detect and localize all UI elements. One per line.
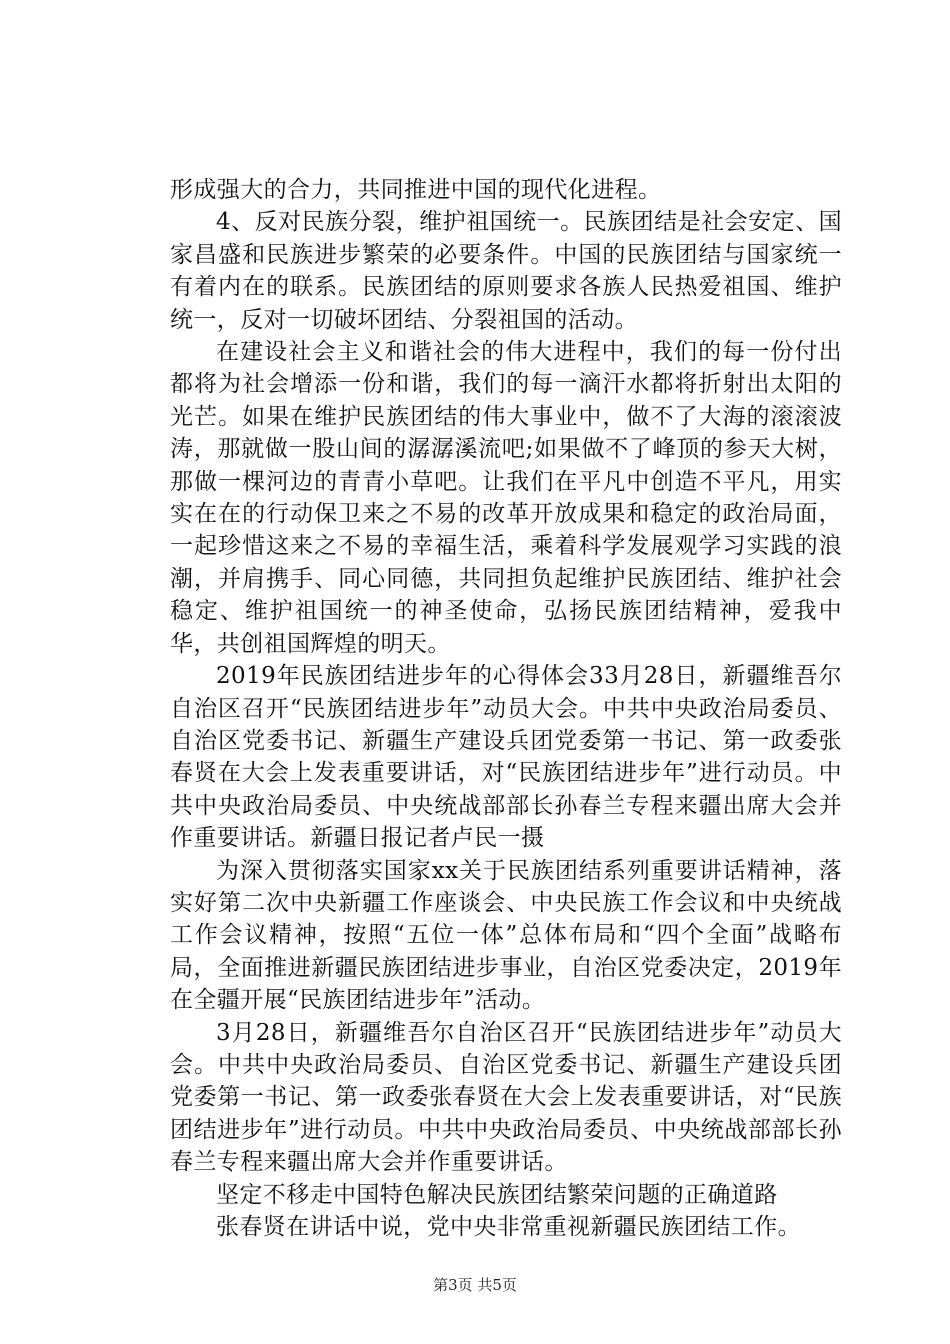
paragraph-point-4: 4、反对民族分裂，维护祖国统一。民族团结是社会安定、国家昌盛和民族进步繁荣的必要条件。中国的民族团结与国家统一有着内在的联系。民族团结的原则要求各族人民热爱祖国、维护统一，反对一切破坏团结、分裂祖国的活动。: [170, 209, 842, 333]
paragraph-implementation: 为深入贯彻落实国家xx关于民族团结系列重要讲话精神，落实好第二次中央新疆工作座谈会、中央民族工作会议和中央统战工作会议精神，按照“五位一体”总体布局和“四个全面”战略布局，全面推进新疆民族团结进步事业，自治区党委决定，2019年在全疆开展“民族团结进步年”活动。: [170, 857, 842, 1014]
section-heading: 坚定不移走中国特色解决民族团结繁荣问题的正确道路: [216, 1181, 778, 1208]
document-body: [170, 174, 842, 1243]
paragraph-continuation: 形成强大的合力，共同推进中国的现代化进程。: [170, 177, 662, 203]
page-number-footer: 第3页 共5页: [433, 1276, 517, 1294]
paragraph-harmonious-society: 在建设社会主义和谐社会的伟大进程中，我们的每一份付出都将为社会增添一份和谐，我们的每一滴汗水都将折射出太阳的光芒。如果在维护民族团结的伟大事业中，做不了大海的滚滚波涛，那就做一股山间的潺潺溪流吧;如果做不了峰顶的参天大树，那做一棵河边的青青小草吧。让我们在平凡中创造不平凡，用实实在在的行动保卫来之不易的改革开放成果和稳定的政治局面，一起珍惜这来之不易的幸福生活，乘着科学发展观学习实践的浪潮，并肩携手、同心同德，共同担负起维护民族团结、维护社会稳定、维护祖国统一的神圣使命，弘扬民族团结精神，爱我中华，共创祖国辉煌的明天。: [170, 339, 842, 657]
paragraph-march-28: 3月28日，新疆维吾尔自治区召开“民族团结进步年”动员大会。中共中央政治局委员、自治区党委书记、新疆生产建设兵团党委第一书记、第一政委张春贤在大会上发表重要讲话，对“民族团结进步年”进行动员。中共中央政治局委员、中央统战部部长孙春兰专程来疆出席大会并作重要讲话。: [170, 1019, 842, 1176]
paragraph-mobilization-meeting-caption: 2019年民族团结进步年的心得体会33月28日，新疆维吾尔自治区召开“民族团结进步年”动员大会。中共中央政治局委员、自治区党委书记、新疆生产建设兵团党委第一书记、第一政委张春贤在大会上发表重要讲话，对“民族团结进步年”进行动员。中共中央政治局委员、中央统战部部长孙春兰专程来疆出席大会并作重要讲话。新疆日报记者卢民一摄: [170, 663, 842, 852]
paragraph-zhang-speech: 张春贤在讲话中说，党中央非常重视新疆民族团结工作。: [216, 1214, 801, 1240]
